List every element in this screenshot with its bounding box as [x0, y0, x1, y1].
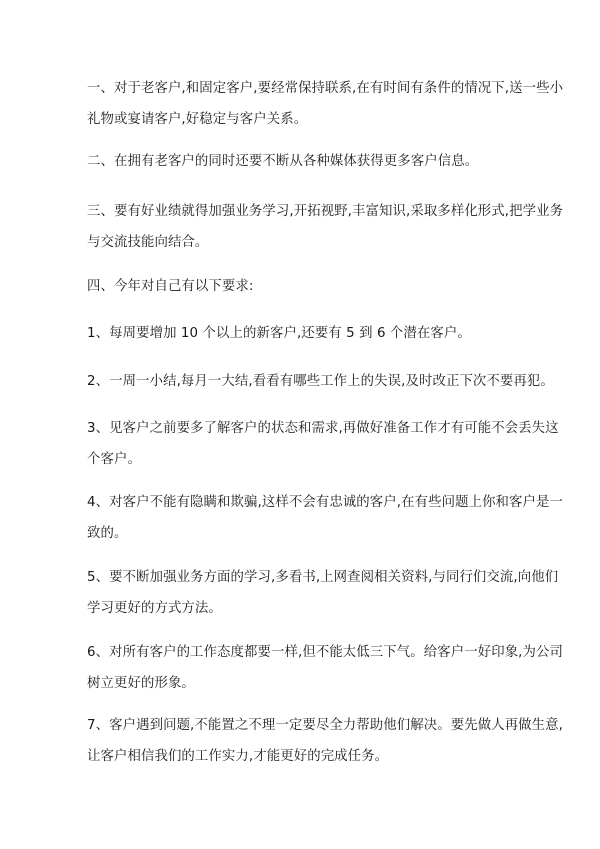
paragraph-line: 2、一周一小结,每月一大结,看看有哪些工作上的失误,及时改正下次不要再犯。 — [87, 374, 554, 389]
paragraph-line: 三、要有好业绩就得加强业务学习,开拓视野,丰富知识,采取多样化形式,把学业务 — [87, 204, 564, 219]
paragraph-11 — [87, 711, 564, 772]
paragraph-line: 1、每周要增加 10 个以上的新客户,还要有 5 到 6 个潜在客户。 — [87, 326, 471, 341]
paragraph-10 — [87, 638, 564, 699]
paragraph-8 — [87, 488, 564, 549]
paragraph-4 — [87, 272, 517, 303]
paragraph-line: 与交流技能向结合。 — [87, 234, 209, 250]
paragraph-6 — [87, 367, 554, 398]
paragraph-3 — [87, 197, 564, 258]
paragraph-line: 5、要不断加强业务方面的学习,多看书,上网查阅相关资料,与同行们交流,向他们 — [87, 570, 559, 585]
paragraph-line: 二、在拥有老客户的同时还要不断从各种媒体获得更多客户信息。 — [87, 154, 479, 169]
paragraph-5 — [87, 319, 517, 350]
paragraph-line: 4、对客户不能有隐瞒和欺骗,这样不会有忠诚的客户,在有些问题上你和客户是一 — [87, 495, 564, 510]
paragraph-line: 致的。 — [87, 525, 128, 541]
paragraph-line: 6、对所有客户的工作态度都要一样,但不能太低三下气。给客户一好印象,为公司 — [87, 645, 564, 660]
paragraph-line: 四、今年对自己有以下要求: — [87, 279, 254, 294]
paragraph-1 — [87, 74, 564, 135]
paragraph-line: 树立更好的形象。 — [87, 675, 195, 691]
paragraph-line: 让客户相信我们的工作实力,才能更好的完成任务。 — [87, 748, 389, 764]
paragraph-line: 个客户。 — [87, 451, 141, 467]
paragraph-9 — [87, 563, 559, 624]
paragraph-7 — [87, 414, 559, 475]
paragraph-line: 学习更好的方式方法。 — [87, 600, 222, 616]
paragraph-line: 3、见客户之前要多了解客户的状态和需求,再做好准备工作才有可能不会丢失这 — [87, 421, 559, 436]
paragraph-line: 7、客户遇到问题,不能置之不理一定要尽全力帮助他们解决。要先做人再做生意, — [87, 718, 564, 733]
paragraph-2 — [87, 147, 517, 178]
paragraph-line: 礼物或宴请客户,好稳定与客户关系。 — [87, 111, 308, 127]
paragraph-line: 一、对于老客户,和固定客户,要经常保持联系,在有时间有条件的情况下,送一些小 — [87, 81, 564, 96]
